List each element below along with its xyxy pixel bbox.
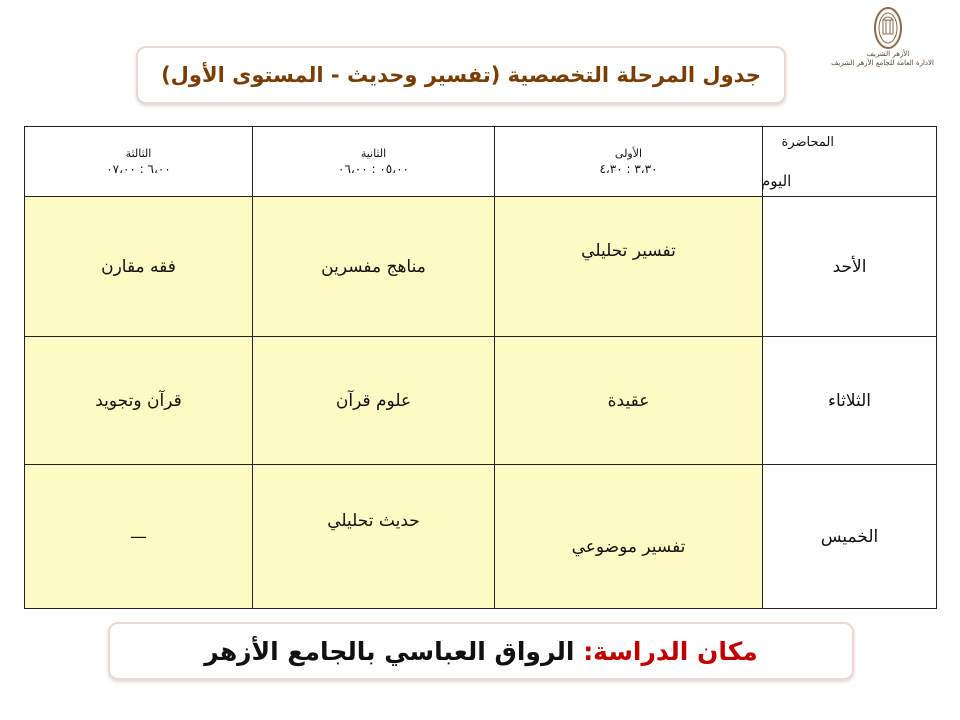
header-row: [25, 127, 937, 197]
course-label: —: [130, 526, 147, 547]
course-label: علوم قرآن: [335, 390, 412, 411]
corner-day-label: اليوم: [761, 172, 792, 190]
period-header-3: [25, 127, 253, 197]
page-title: جدول المرحلة التخصصية (تفسير وحديث - المستوى الأول): [161, 63, 761, 87]
period-header-2: [253, 127, 495, 197]
course-label: تفسير تحليلي: [581, 240, 676, 261]
slot-cell: [253, 465, 495, 609]
course-label: تفسير موضوعي: [571, 536, 686, 557]
course-label: فقه مقارن: [101, 256, 176, 277]
slot-cell: [25, 465, 253, 609]
location-box: [108, 622, 854, 680]
schedule-table: [24, 126, 937, 609]
corner-lecture-label: المحاضرة: [781, 135, 834, 150]
slot-cell: [253, 197, 495, 337]
slot-cell: [25, 197, 253, 337]
schedule-row-sunday: [25, 197, 937, 337]
slot-cell: [495, 197, 763, 337]
logo-line-1: الأزهر الشريف: [866, 50, 910, 58]
schedule-row-tuesday: [25, 337, 937, 465]
day-cell: [763, 465, 937, 609]
title-box: [136, 46, 786, 104]
logo-line-2: الادارة العامة للجامع الأزهر الشريف: [831, 59, 934, 67]
period-name: الثالثة: [125, 146, 152, 160]
day-label: الخميس: [820, 526, 879, 547]
day-cell: [763, 197, 937, 337]
location-label: مكان الدراسة:: [583, 636, 758, 666]
location-value: الرواق العباسي بالجامع الأزهر: [204, 636, 575, 666]
period-name: الثانية: [360, 146, 387, 160]
course-label: عقيدة: [607, 390, 650, 411]
period-time: ٠٥،٠٠ : ٠٦،٠٠: [338, 161, 409, 176]
course-label: مناهج مفسرين: [321, 256, 426, 277]
period-time: ٦،٠٠ : ٠٧،٠٠: [106, 161, 171, 176]
day-cell: [763, 337, 937, 465]
slot-cell: [495, 465, 763, 609]
day-label: الأحد: [832, 256, 867, 277]
azhar-emblem-icon: [873, 6, 903, 50]
course-label: قرآن وتجويد: [95, 390, 182, 411]
corner-cell: [763, 127, 937, 197]
azhar-logo: [831, 6, 934, 84]
slot-cell: [25, 337, 253, 465]
period-time: ٣،٣٠ : ٤،٣٠: [599, 161, 658, 176]
slot-cell: [495, 337, 763, 465]
schedule-row-thursday: [25, 465, 937, 609]
slot-cell: [253, 337, 495, 465]
period-name: الأولى: [614, 146, 643, 160]
day-label: الثلاثاء: [827, 390, 872, 411]
period-header-1: [495, 127, 763, 197]
course-label: حديث تحليلي: [327, 510, 420, 531]
